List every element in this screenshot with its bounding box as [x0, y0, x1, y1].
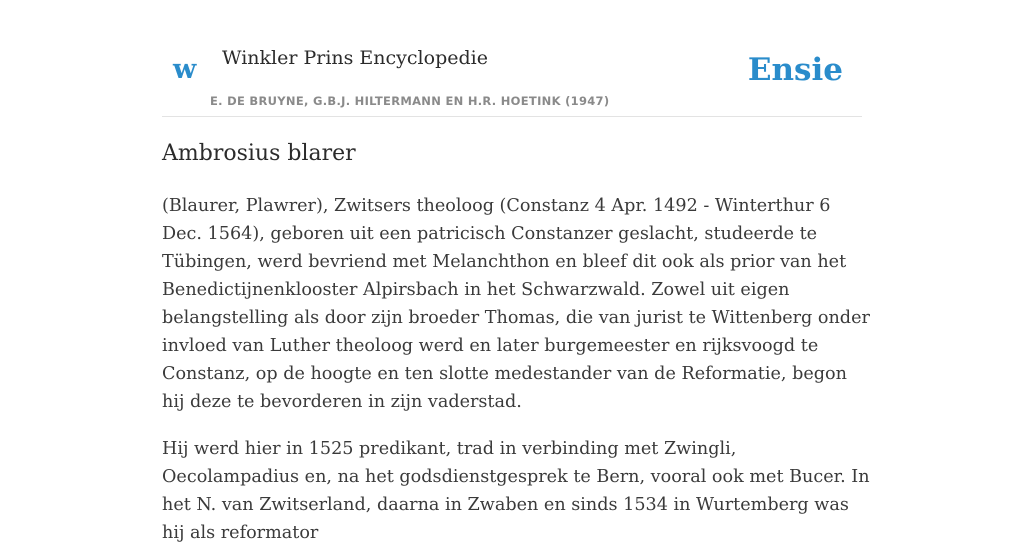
article-paragraph: (Blaurer, Plawrer), Zwitsers theoloog (Constanz 4 Apr. 1492 - Winterthur 6 Dec. 1564), geboren uit een patricisch Constanzer geslacht, studeerde te Tübingen, werd bevriend met Melanchthon en bleef dit ook als prior van het Benedictijnenklooster Alpirsbach in het Schwarzwald. Zowel uit eigen belangstelling als door zijn broeder Thomas, die van jurist te Wittenberg onder invloed van Luther theoloog werd en later burgemeester en rijksvoogd te Constanz, op de hoogte en ten slotte medestander van de Reformatie, begon hij deze te bevorderen in zijn vaderstad. [162, 196, 870, 412]
article-title: Ambrosius blarer [162, 141, 356, 166]
brand-logo[interactable]: Ensie [747, 52, 843, 88]
article [162, 136, 870, 547]
logo-icon[interactable]: w [173, 54, 197, 85]
site-header [162, 0, 862, 117]
authors-line: E. DE BRUYNE, G.B.J. HILTERMANN EN H.R. HOETINK (1947) [210, 94, 610, 108]
article-paragraph: Hij werd hier in 1525 predikant, trad in verbinding met Zwingli, Oecolampadius en, na het godsdienstgesprek te Bern, vooral ook met Bucer. In het N. van Zwitserland, daarna in Zwaben en sinds 1534 in Wurtemberg was hij als reformator [162, 439, 870, 543]
site-title[interactable]: Winkler Prins Encyclopedie [222, 47, 488, 69]
